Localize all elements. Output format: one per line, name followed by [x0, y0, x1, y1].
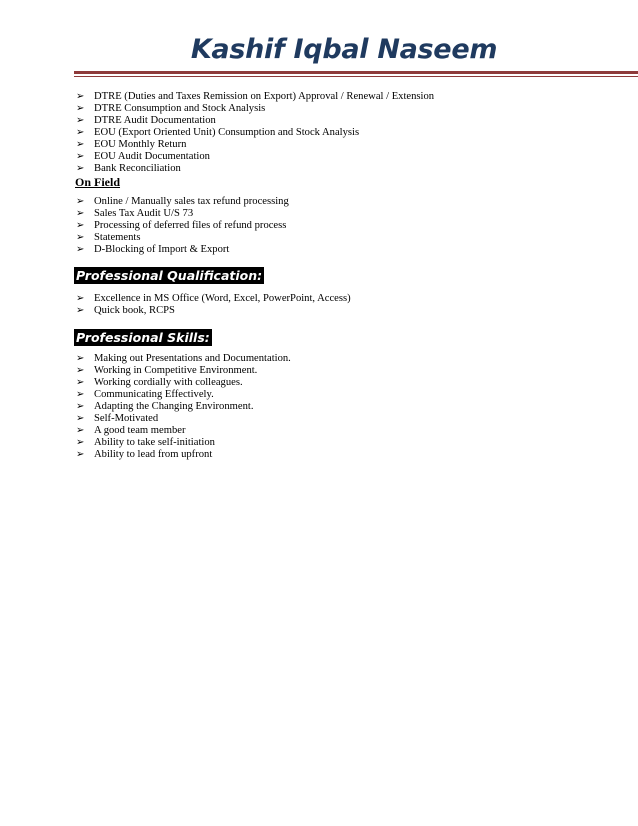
list-item: ➢ DTRE Consumption and Stock Analysis [76, 103, 266, 114]
list-item: ➢ Online / Manually sales tax refund processing [76, 196, 289, 207]
arrow-bullet-icon: ➢ [76, 365, 85, 376]
on-field-heading: On Field [75, 175, 121, 189]
list-item: ➢ Excellence in MS Office (Word, Excel, PowerPoint, Access) [76, 293, 351, 304]
header-rule-thin [74, 76, 638, 77]
list-item: ➢ EOU (Export Oriented Unit) Consumption and Stock Analysis [76, 127, 360, 138]
skills-heading: Professional Skills: [76, 330, 210, 345]
arrow-bullet-icon: ➢ [76, 127, 85, 138]
arrow-bullet-icon: ➢ [76, 449, 85, 460]
arrow-bullet-icon: ➢ [76, 437, 85, 448]
list-item: ➢ Working in Competitive Environment. [76, 365, 258, 376]
arrow-bullet-icon: ➢ [76, 401, 85, 412]
list-item: ➢ EOU Audit Documentation [76, 151, 210, 162]
list-item: ➢ Communicating Effectively. [76, 389, 214, 400]
list-item: ➢ Ability to lead from upfront [76, 449, 213, 460]
list-item: ➢ Self-Motivated [76, 413, 159, 424]
list-item: ➢ DTRE Audit Documentation [76, 115, 216, 126]
list-item: ➢ D-Blocking of Import & Export [76, 244, 230, 255]
arrow-bullet-icon: ➢ [76, 244, 85, 255]
arrow-bullet-icon: ➢ [76, 196, 85, 207]
skills-list [76, 353, 291, 461]
arrow-bullet-icon: ➢ [76, 305, 85, 316]
list-item: ➢ Making out Presentations and Documentation. [76, 353, 291, 364]
arrow-bullet-icon: ➢ [76, 115, 85, 126]
list-item: ➢ EOU Monthly Return [76, 139, 187, 150]
arrow-bullet-icon: ➢ [76, 220, 85, 231]
arrow-bullet-icon: ➢ [76, 103, 85, 114]
arrow-bullet-icon: ➢ [76, 353, 85, 364]
candidate-name: Kashif Iqbal Naseem [190, 34, 498, 65]
arrow-bullet-icon: ➢ [76, 151, 85, 162]
arrow-bullet-icon: ➢ [76, 208, 85, 219]
arrow-bullet-icon: ➢ [76, 425, 85, 436]
list-item: ➢ Adapting the Changing Environment. [76, 401, 254, 412]
arrow-bullet-icon: ➢ [76, 139, 85, 150]
list-item: ➢ Sales Tax Audit U/S 73 [76, 208, 194, 219]
qualification-heading: Professional Qualification: [76, 268, 263, 283]
arrow-bullet-icon: ➢ [76, 232, 85, 243]
arrow-bullet-icon: ➢ [76, 377, 85, 388]
list-item: ➢ A good team member [76, 425, 186, 436]
arrow-bullet-icon: ➢ [76, 413, 85, 424]
list-item: ➢ Ability to take self-initiation [76, 437, 215, 448]
arrow-bullet-icon: ➢ [76, 91, 85, 102]
arrow-bullet-icon: ➢ [76, 389, 85, 400]
list-item: ➢ DTRE (Duties and Taxes Remission on Export) Approval / Renewal / Extension [76, 91, 435, 102]
qualification-list [76, 293, 351, 317]
header-rule-thick [74, 71, 638, 74]
arrow-bullet-icon: ➢ [76, 163, 85, 174]
on-field-list [76, 196, 289, 256]
arrow-bullet-icon: ➢ [76, 293, 85, 304]
list-item: ➢ Statements [76, 232, 141, 243]
list-item: ➢ Bank Reconciliation [76, 163, 181, 174]
duties-list [76, 91, 434, 175]
list-item: ➢ Working cordially with colleagues. [76, 377, 243, 388]
list-item: ➢ Quick book, RCPS [76, 305, 175, 316]
list-item: ➢ Processing of deferred files of refund process [76, 220, 287, 231]
